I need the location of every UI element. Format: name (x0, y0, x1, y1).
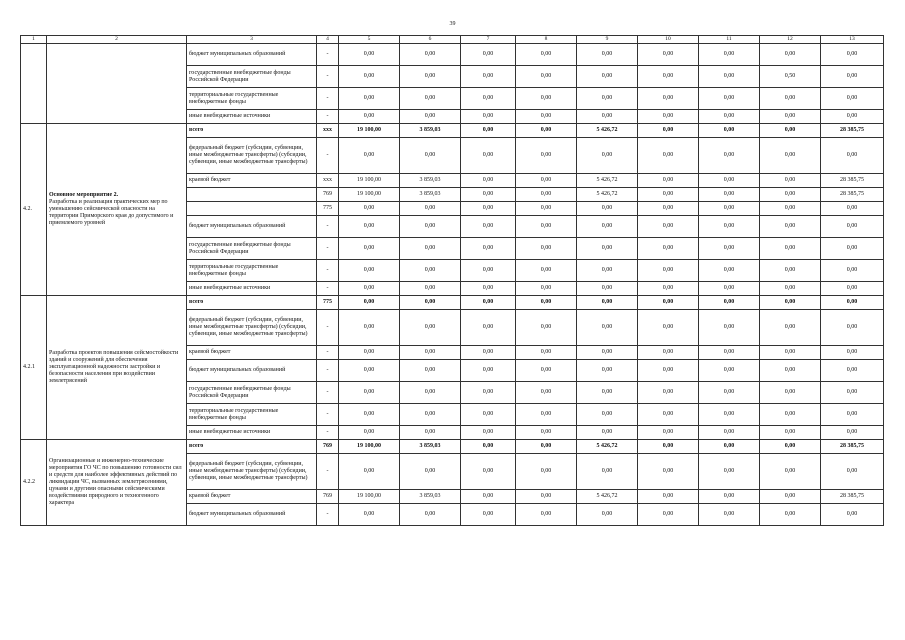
activity-title: Основное мероприятие 2. (49, 192, 119, 198)
code-cell: - (317, 360, 339, 382)
code-cell: - (317, 404, 339, 426)
funding-source-cell: федеральный бюджет (субсидии, субвенции, иные межбюджетные трансферты) (субсидии, субвенции, иные межбюджетные трансферты) (187, 310, 317, 346)
amount-cell: 0,00 (760, 238, 821, 260)
amount-cell: 0,00 (638, 346, 699, 360)
amount-cell: 0,00 (461, 404, 516, 426)
amount-cell: 28 385,75 (821, 124, 884, 138)
row-name-cell (47, 124, 187, 296)
amount-cell: 0,00 (461, 88, 516, 110)
amount-cell: 0,00 (516, 202, 577, 216)
amount-cell: 0,00 (577, 360, 638, 382)
amount-cell: 0,00 (339, 216, 400, 238)
amount-cell: 0,00 (699, 382, 760, 404)
amount-cell: 0,00 (577, 202, 638, 216)
amount-cell: 0,00 (577, 44, 638, 66)
amount-cell: 0,00 (516, 360, 577, 382)
amount-cell: 0,00 (638, 504, 699, 526)
amount-cell: 0,00 (339, 426, 400, 440)
amount-cell: 0,00 (461, 238, 516, 260)
amount-cell: 0,00 (699, 88, 760, 110)
amount-cell: 0,00 (400, 202, 461, 216)
row-name-cell (47, 440, 187, 526)
amount-cell: 0,00 (760, 110, 821, 124)
column-number-row (21, 36, 884, 44)
amount-cell: 0,00 (760, 346, 821, 360)
funding-source-cell: всего (187, 124, 317, 138)
amount-cell: 0,00 (577, 238, 638, 260)
col-number: 3 (187, 36, 317, 44)
amount-cell: 0,00 (638, 138, 699, 174)
code-cell: - (317, 216, 339, 238)
code-cell: - (317, 282, 339, 296)
table-row (21, 296, 884, 310)
amount-cell: 0,00 (760, 296, 821, 310)
amount-cell: 0,00 (516, 310, 577, 346)
amount-cell: 0,00 (339, 382, 400, 404)
code-cell: - (317, 110, 339, 124)
code-cell: 769 (317, 440, 339, 454)
amount-cell: 0,00 (577, 382, 638, 404)
amount-cell: 0,00 (821, 296, 884, 310)
amount-cell: 0,00 (699, 44, 760, 66)
amount-cell: 3 859,03 (400, 174, 461, 188)
amount-cell: 0,00 (699, 404, 760, 426)
amount-cell: 0,00 (400, 310, 461, 346)
code-cell: - (317, 346, 339, 360)
amount-cell: 0,00 (760, 382, 821, 404)
col-number: 4 (317, 36, 339, 44)
amount-cell: 0,00 (638, 66, 699, 88)
amount-cell: 0,00 (760, 404, 821, 426)
amount-cell: 0,00 (638, 216, 699, 238)
col-number: 10 (638, 36, 699, 44)
amount-cell: 0,00 (821, 110, 884, 124)
amount-cell: 0,00 (577, 346, 638, 360)
col-number: 6 (400, 36, 461, 44)
amount-cell: 0,00 (339, 88, 400, 110)
amount-cell: 0,00 (760, 88, 821, 110)
amount-cell: 0,00 (699, 454, 760, 490)
amount-cell: 0,00 (638, 296, 699, 310)
activity-description: Разработка и реализация практических мер по уменьшению сейсмической опасности на территории Приморского края до допустимого и приемлемого уровней (49, 199, 174, 226)
col-number: 13 (821, 36, 884, 44)
amount-cell: 0,00 (699, 282, 760, 296)
amount-cell: 0,00 (638, 360, 699, 382)
amount-cell: 0,00 (400, 110, 461, 124)
table-row (21, 124, 884, 138)
amount-cell: 0,00 (461, 44, 516, 66)
amount-cell: 0,00 (461, 296, 516, 310)
activity-description: Разработка проектов повышения сейсмостойкости зданий и сооружений для обеспечения эксплуатационной надежности застройки и безопасности населения при воздействии землетрясений (49, 350, 179, 384)
amount-cell: 0,00 (400, 346, 461, 360)
amount-cell: 3 859,03 (400, 440, 461, 454)
amount-cell: 0,00 (461, 216, 516, 238)
amount-cell: 0,00 (638, 174, 699, 188)
amount-cell: 0,00 (400, 238, 461, 260)
amount-cell: 0,00 (339, 454, 400, 490)
code-cell: ххх (317, 124, 339, 138)
budget-table (20, 35, 884, 526)
amount-cell: 0,00 (516, 260, 577, 282)
code-cell: - (317, 504, 339, 526)
funding-source-cell (187, 202, 317, 216)
amount-cell: 0,00 (699, 440, 760, 454)
amount-cell: 0,00 (821, 202, 884, 216)
amount-cell: 0,00 (461, 66, 516, 88)
funding-source-cell: краевой бюджет (187, 346, 317, 360)
amount-cell: 0,00 (400, 404, 461, 426)
amount-cell: 0,00 (638, 260, 699, 282)
amount-cell: 0,00 (516, 188, 577, 202)
amount-cell: 0,00 (699, 490, 760, 504)
col-number: 9 (577, 36, 638, 44)
amount-cell: 0,00 (821, 66, 884, 88)
code-cell: - (317, 138, 339, 174)
amount-cell: 0,00 (461, 282, 516, 296)
amount-cell: 0,00 (461, 174, 516, 188)
amount-cell: 0,00 (577, 110, 638, 124)
col-number: 7 (461, 36, 516, 44)
amount-cell: 0,00 (821, 454, 884, 490)
funding-source-cell: всего (187, 296, 317, 310)
amount-cell: 0,50 (760, 66, 821, 88)
amount-cell: 19 100,00 (339, 124, 400, 138)
amount-cell: 0,00 (339, 238, 400, 260)
funding-source-cell: иные внебюджетные источники (187, 110, 317, 124)
amount-cell: 0,00 (821, 404, 884, 426)
code-cell: - (317, 426, 339, 440)
code-cell: - (317, 238, 339, 260)
amount-cell: 5 426,72 (577, 440, 638, 454)
amount-cell: 0,00 (821, 282, 884, 296)
amount-cell: 0,00 (821, 504, 884, 526)
amount-cell: 5 426,72 (577, 188, 638, 202)
amount-cell: 0,00 (516, 346, 577, 360)
code-cell: - (317, 382, 339, 404)
code-cell: - (317, 66, 339, 88)
funding-source-cell: государственные внебюджетные фонды Российской Федерации (187, 238, 317, 260)
amount-cell: 0,00 (339, 66, 400, 88)
amount-cell: 0,00 (760, 490, 821, 504)
amount-cell: 0,00 (638, 440, 699, 454)
amount-cell: 0,00 (760, 44, 821, 66)
amount-cell: 0,00 (516, 382, 577, 404)
code-cell: 769 (317, 188, 339, 202)
amount-cell: 0,00 (516, 124, 577, 138)
amount-cell: 0,00 (400, 44, 461, 66)
amount-cell: 0,00 (339, 360, 400, 382)
row-name-cell (47, 44, 187, 124)
amount-cell: 0,00 (699, 110, 760, 124)
amount-cell: 0,00 (760, 174, 821, 188)
funding-source-cell: краевой бюджет (187, 490, 317, 504)
code-cell: - (317, 310, 339, 346)
amount-cell: 0,00 (760, 188, 821, 202)
amount-cell: 0,00 (516, 66, 577, 88)
amount-cell: 0,00 (400, 138, 461, 174)
amount-cell: 0,00 (699, 260, 760, 282)
amount-cell: 0,00 (461, 138, 516, 174)
funding-source-cell: государственные внебюджетные фонды Российской Федерации (187, 66, 317, 88)
amount-cell: 0,00 (577, 138, 638, 174)
amount-cell: 0,00 (638, 404, 699, 426)
amount-cell: 3 859,03 (400, 188, 461, 202)
funding-source-cell: государственные внебюджетные фонды Российской Федерации (187, 382, 317, 404)
amount-cell: 0,00 (577, 504, 638, 526)
amount-cell: 0,00 (699, 66, 760, 88)
amount-cell: 0,00 (699, 124, 760, 138)
amount-cell: 0,00 (638, 110, 699, 124)
amount-cell: 0,00 (760, 260, 821, 282)
amount-cell: 0,00 (638, 282, 699, 296)
amount-cell: 0,00 (699, 296, 760, 310)
funding-source-cell: федеральный бюджет (субсидии, субвенции, иные межбюджетные трансферты) (субсидии, субвенции, иные межбюджетные трансферты) (187, 454, 317, 490)
col-number: 2 (47, 36, 187, 44)
amount-cell: 0,00 (400, 282, 461, 296)
amount-cell: 0,00 (760, 440, 821, 454)
amount-cell: 0,00 (339, 260, 400, 282)
amount-cell: 0,00 (339, 346, 400, 360)
page-number: 39 (449, 21, 456, 27)
amount-cell: 0,00 (339, 138, 400, 174)
amount-cell: 0,00 (339, 404, 400, 426)
amount-cell: 0,00 (516, 490, 577, 504)
amount-cell: 0,00 (400, 382, 461, 404)
amount-cell: 28 385,75 (821, 440, 884, 454)
amount-cell: 0,00 (461, 490, 516, 504)
amount-cell: 0,00 (577, 88, 638, 110)
amount-cell: 0,00 (577, 216, 638, 238)
amount-cell: 19 100,00 (339, 174, 400, 188)
amount-cell: 3 859,03 (400, 124, 461, 138)
amount-cell: 0,00 (638, 310, 699, 346)
table-row (21, 440, 884, 454)
amount-cell: 3 859,03 (400, 490, 461, 504)
code-cell: ххх (317, 174, 339, 188)
amount-cell: 0,00 (516, 282, 577, 296)
amount-cell: 0,00 (821, 310, 884, 346)
funding-source-cell: иные внебюджетные источники (187, 426, 317, 440)
amount-cell: 0,00 (461, 454, 516, 490)
amount-cell: 28 385,75 (821, 490, 884, 504)
amount-cell: 0,00 (821, 238, 884, 260)
amount-cell: 0,00 (760, 282, 821, 296)
amount-cell: 0,00 (400, 360, 461, 382)
amount-cell: 0,00 (516, 504, 577, 526)
amount-cell: 19 100,00 (339, 440, 400, 454)
funding-source-cell (187, 188, 317, 202)
amount-cell: 0,00 (400, 260, 461, 282)
amount-cell: 0,00 (516, 296, 577, 310)
amount-cell: 0,00 (699, 138, 760, 174)
amount-cell: 0,00 (760, 426, 821, 440)
amount-cell: 0,00 (760, 310, 821, 346)
amount-cell: 0,00 (760, 124, 821, 138)
amount-cell: 0,00 (516, 44, 577, 66)
amount-cell: 0,00 (400, 426, 461, 440)
amount-cell: 0,00 (638, 426, 699, 440)
amount-cell: 0,00 (516, 110, 577, 124)
amount-cell: 0,00 (516, 404, 577, 426)
amount-cell: 0,00 (699, 346, 760, 360)
amount-cell: 0,00 (400, 504, 461, 526)
amount-cell: 0,00 (821, 216, 884, 238)
amount-cell: 0,00 (461, 110, 516, 124)
amount-cell: 0,00 (339, 282, 400, 296)
amount-cell: 0,00 (339, 504, 400, 526)
amount-cell: 0,00 (577, 296, 638, 310)
amount-cell: 0,00 (760, 202, 821, 216)
funding-source-cell: федеральный бюджет (субсидии, субвенции, иные межбюджетные трансферты) (субсидии, субвенции, иные межбюджетные трансферты) (187, 138, 317, 174)
amount-cell: 0,00 (638, 44, 699, 66)
amount-cell: 0,00 (821, 426, 884, 440)
amount-cell: 0,00 (400, 216, 461, 238)
amount-cell: 0,00 (699, 310, 760, 346)
amount-cell: 0,00 (821, 138, 884, 174)
amount-cell: 0,00 (516, 138, 577, 174)
amount-cell: 0,00 (760, 454, 821, 490)
code-cell: 775 (317, 202, 339, 216)
amount-cell: 0,00 (461, 382, 516, 404)
funding-source-cell: территориальные государственные внебюджетные фонды (187, 88, 317, 110)
amount-cell: 0,00 (577, 66, 638, 88)
amount-cell: 0,00 (638, 454, 699, 490)
amount-cell: 0,00 (339, 202, 400, 216)
amount-cell: 0,00 (400, 88, 461, 110)
amount-cell: 0,00 (821, 360, 884, 382)
amount-cell: 0,00 (577, 454, 638, 490)
amount-cell: 0,00 (461, 360, 516, 382)
code-cell: - (317, 44, 339, 66)
amount-cell: 5 426,72 (577, 490, 638, 504)
funding-source-cell: всего (187, 440, 317, 454)
amount-cell: 0,00 (461, 440, 516, 454)
amount-cell: 0,00 (461, 260, 516, 282)
amount-cell: 19 100,00 (339, 188, 400, 202)
code-cell: - (317, 454, 339, 490)
amount-cell: 0,00 (516, 174, 577, 188)
funding-source-cell: территориальные государственные внебюджетные фонды (187, 404, 317, 426)
amount-cell: 0,00 (339, 110, 400, 124)
amount-cell: 0,00 (699, 426, 760, 440)
amount-cell: 0,00 (699, 174, 760, 188)
code-cell: 775 (317, 296, 339, 310)
amount-cell: 0,00 (760, 216, 821, 238)
amount-cell: 0,00 (461, 346, 516, 360)
col-number: 11 (699, 36, 760, 44)
row-code-cell: 4.2. (21, 124, 47, 296)
amount-cell: 0,00 (516, 88, 577, 110)
amount-cell: 0,00 (760, 360, 821, 382)
amount-cell: 0,00 (400, 66, 461, 88)
amount-cell: 28 385,75 (821, 188, 884, 202)
amount-cell: 0,00 (461, 504, 516, 526)
funding-source-cell: территориальные государственные внебюджетные фонды (187, 260, 317, 282)
row-name-cell (47, 296, 187, 440)
col-number: 12 (760, 36, 821, 44)
amount-cell: 0,00 (577, 310, 638, 346)
amount-cell: 0,00 (400, 454, 461, 490)
amount-cell: 0,00 (699, 360, 760, 382)
funding-source-cell: бюджет муниципальных образований (187, 216, 317, 238)
amount-cell: 0,00 (577, 282, 638, 296)
amount-cell: 0,00 (516, 454, 577, 490)
amount-cell: 0,00 (339, 310, 400, 346)
amount-cell: 0,00 (461, 426, 516, 440)
amount-cell: 19 100,00 (339, 490, 400, 504)
amount-cell: 0,00 (638, 382, 699, 404)
amount-cell: 0,00 (577, 260, 638, 282)
amount-cell: 0,00 (638, 124, 699, 138)
code-cell: - (317, 88, 339, 110)
amount-cell: 0,00 (638, 88, 699, 110)
amount-cell: 0,00 (638, 490, 699, 504)
funding-source-cell: бюджет муниципальных образований (187, 44, 317, 66)
amount-cell: 0,00 (760, 504, 821, 526)
amount-cell: 0,00 (461, 188, 516, 202)
amount-cell: 0,00 (516, 426, 577, 440)
amount-cell: 0,00 (699, 202, 760, 216)
amount-cell: 0,00 (638, 238, 699, 260)
amount-cell: 0,00 (400, 296, 461, 310)
amount-cell: 0,00 (516, 238, 577, 260)
amount-cell: 0,00 (821, 260, 884, 282)
amount-cell: 5 426,72 (577, 174, 638, 188)
code-cell: - (317, 260, 339, 282)
amount-cell: 0,00 (699, 216, 760, 238)
row-code-cell: 4.2.1 (21, 296, 47, 440)
amount-cell: 0,00 (821, 44, 884, 66)
table-row (21, 44, 884, 66)
amount-cell: 0,00 (760, 138, 821, 174)
amount-cell: 0,00 (461, 124, 516, 138)
code-cell: 769 (317, 490, 339, 504)
amount-cell: 0,00 (516, 440, 577, 454)
amount-cell: 0,00 (461, 310, 516, 346)
row-code-cell (21, 44, 47, 124)
amount-cell: 0,00 (699, 238, 760, 260)
funding-source-cell: краевой бюджет (187, 174, 317, 188)
amount-cell: 0,00 (339, 44, 400, 66)
col-number: 1 (21, 36, 47, 44)
amount-cell: 0,00 (339, 296, 400, 310)
row-code-cell: 4.2.2 (21, 440, 47, 526)
amount-cell: 0,00 (638, 202, 699, 216)
amount-cell: 0,00 (577, 426, 638, 440)
amount-cell: 0,00 (638, 188, 699, 202)
amount-cell: 0,00 (699, 504, 760, 526)
funding-source-cell: иные внебюджетные источники (187, 282, 317, 296)
funding-source-cell: бюджет муниципальных образований (187, 360, 317, 382)
amount-cell: 0,00 (821, 346, 884, 360)
activity-description: Организационные и инженерно-технические мероприятия ГО ЧС по повышению готовности сил и средств для наиболее эффективных действий по ликвидации ЧС, вызванных землетрясениями, цунами и другими опасными сейсмическими воздействиями природного и техногенного характера (49, 458, 182, 506)
amount-cell: 0,00 (821, 88, 884, 110)
amount-cell: 5 426,72 (577, 124, 638, 138)
funding-source-cell: бюджет муниципальных образований (187, 504, 317, 526)
amount-cell: 0,00 (516, 216, 577, 238)
amount-cell: 28 385,75 (821, 174, 884, 188)
amount-cell: 0,00 (461, 202, 516, 216)
amount-cell: 0,00 (577, 404, 638, 426)
col-number: 5 (339, 36, 400, 44)
amount-cell: 0,00 (699, 188, 760, 202)
col-number: 8 (516, 36, 577, 44)
amount-cell: 0,00 (821, 382, 884, 404)
